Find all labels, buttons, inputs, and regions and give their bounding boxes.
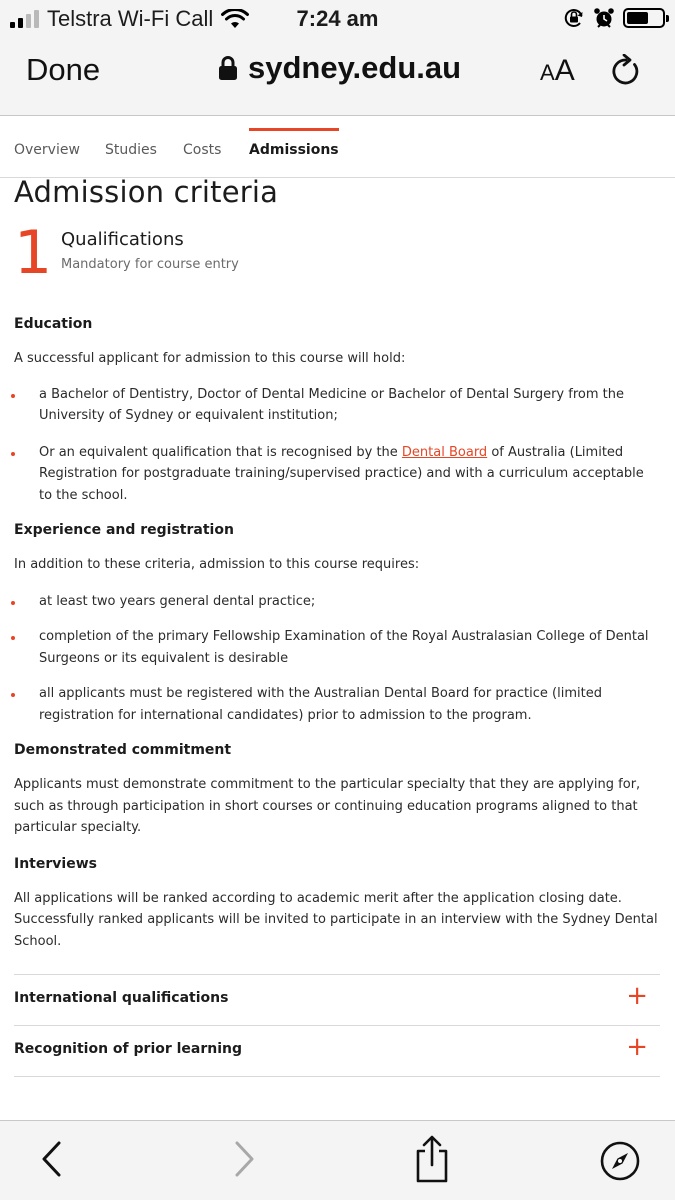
section-tabs [0,116,675,178]
accordion-international-qualifications[interactable] [14,975,660,1026]
accordion-label: Recognition of prior learning [14,1041,243,1057]
education-list [14,384,662,507]
list-item [14,442,646,507]
text-size-button[interactable] [540,54,575,88]
text-size-small-label: A [540,60,555,85]
experience-intro: In addition to these criteria, admission to this course requires: [14,557,420,572]
browser-toolbar [0,1120,675,1200]
url-text: sydney.edu.au [248,50,462,85]
browser-header [0,40,675,116]
plus-icon[interactable]: + [626,981,648,1011]
list-item-text: of Australia (Limited Registration for postgraduate training/supervised practice) and with a curriculum acceptable to the school. [39,444,644,503]
reload-icon[interactable] [610,54,642,88]
carrier-label: Telstra Wi-Fi Call [47,6,214,31]
step-title: Qualifications [61,229,184,250]
lock-icon [218,55,238,81]
done-button[interactable]: Done [26,52,101,87]
education-intro: A successful applicant for admission to this course will hold: [14,351,406,366]
experience-heading: Experience and registration [14,522,234,538]
page-title: Admission criteria [14,175,279,209]
step-number: 1 [14,218,53,288]
main-content [14,175,662,1077]
interviews-text: All applications will be ranked according to academic merit after the application closing date. Successfully ranked applicants will be invited to participate in an interview with the Sydney Dental School. [14,890,658,949]
step-header [14,218,662,299]
status-right [563,7,665,29]
dental-board-link[interactable]: Dental Board [401,444,488,460]
accordion [14,974,660,1077]
text-size-large-label: A [554,54,575,87]
list-item: all applicants must be registered with the Australian Dental Board for practice (limited registration for international candidates) prior to admission to the program. [14,683,662,726]
step-subtitle: Mandatory for course entry [61,257,239,272]
accordion-label: International qualifications [14,990,229,1006]
orientation-lock-icon [563,7,585,29]
plus-icon[interactable]: + [626,1032,648,1062]
share-icon[interactable] [412,1135,452,1185]
clock: 7:24 am [296,6,379,31]
list-item: a Bachelor of Dentistry, Doctor of Dental Medicine or Bachelor of Dental Surgery from the University of Sydney or equivalent institution; [14,384,646,427]
commitment-heading: Demonstrated commitment [14,742,232,758]
forward-icon[interactable] [230,1137,258,1181]
accordion-recognition-of-prior-learning[interactable] [14,1026,660,1077]
list-item-text: Or an equivalent qualification that is recognised by the [39,444,402,460]
address-bar[interactable] [218,50,461,86]
commitment-text: Applicants must demonstrate commitment to the particular specialty that they are applying for, such as through participation in short courses or continuing education programs aligned to that particular specialty. [14,777,641,835]
tab-studies[interactable]: Studies [105,142,157,158]
status-bar [0,0,675,40]
tab-overview[interactable]: Overview [14,142,80,158]
battery-icon [623,8,665,28]
interviews-heading: Interviews [14,855,97,872]
tab-costs[interactable]: Costs [183,142,222,158]
education-heading: Education [14,316,93,332]
experience-list [14,591,662,727]
list-item: at least two years general dental practice; [14,591,662,613]
list-item: completion of the primary Fellowship Examination of the Royal Australasian College of Dental Surgeons or its equivalent is desirable [14,626,662,669]
tab-admissions[interactable]: Admissions [249,142,339,158]
compass-icon[interactable] [598,1139,642,1183]
back-icon[interactable] [38,1137,66,1181]
alarm-icon [593,7,615,29]
